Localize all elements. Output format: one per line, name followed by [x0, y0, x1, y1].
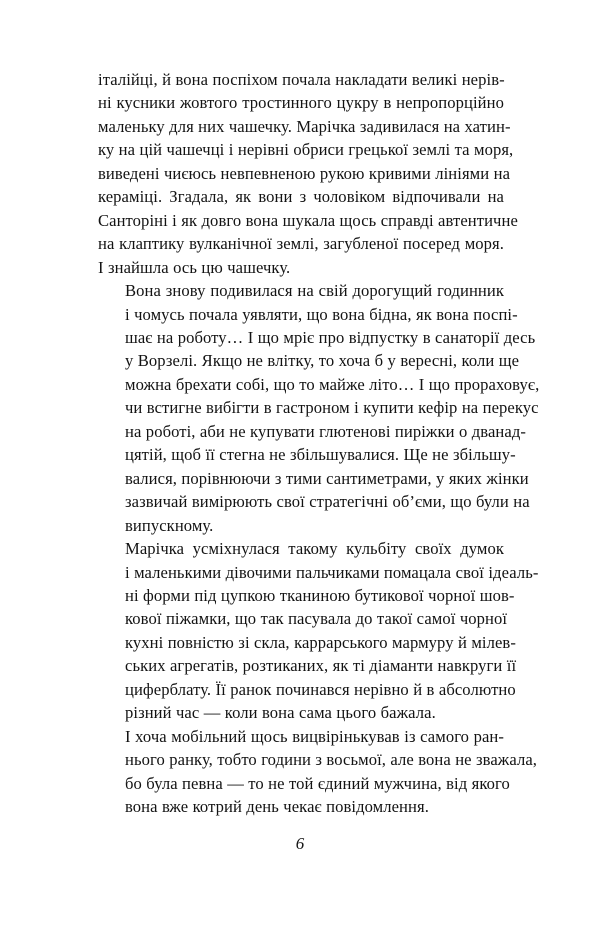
text-line: італійці, й вона поспіхом почала накладати великі нерів-	[98, 70, 505, 89]
text-line: І знайшла ось цю чашечку.	[98, 257, 291, 277]
page-number: 6	[295, 834, 305, 853]
text-line: ні форми під цупкою тканиною бутикової чорної шов-	[125, 585, 515, 605]
text-line: на клаптику вулканічної землі, загубленої посеред моря.	[98, 234, 504, 254]
text-line: І хоча мобільний щось вицвірінькував із самого ран-	[125, 726, 504, 746]
text-line: валися, порівнюючи з тими сантиметрами, у яких жінки	[125, 468, 529, 488]
text-line: кової піжамки, що так пасувала до такої самої чорної	[125, 609, 508, 629]
text-line: Марічка усміхнулася такому кульбіту своїх думок	[125, 539, 504, 559]
text-line: маленьку для них чашечку. Марічка задивилася на хатин-	[98, 116, 511, 136]
text-line: Вона знову подивилася на свій дорогущий годинник	[125, 281, 504, 301]
text-line: і чомусь почала уявляти, що вона бідна, як вона поспі-	[125, 304, 518, 324]
text-line: у Ворзелі. Якщо не влітку, то хоча б у вересні, коли ще	[125, 351, 520, 371]
text-line: бо була певна — то не той єдиний мужчина, від якого	[125, 773, 510, 793]
paragraph-1	[98, 68, 518, 279]
text-line: Санторіні і як довго вона шукала щось справді автентичне	[98, 210, 518, 230]
text-line: кухні повністю зі скла, каррарського мармуру й мілев-	[125, 632, 516, 652]
paragraph-2	[98, 279, 540, 537]
text-line: нього ранку, тобто години з восьмої, але вона не зважала,	[125, 750, 537, 770]
text-line: ні кусники жовтого тростинного цукру в непропорційно	[98, 93, 504, 113]
text-line: виведені чиєюсь невпевненою рукою кривими лініями на	[98, 163, 511, 183]
text-line: кераміці. Згадала, як вони з чоловіком відпочивали на	[98, 187, 504, 207]
text-line: чи встигне вибігти в гастроном і купити кефір на перекус	[125, 398, 539, 418]
text-line: випускному.	[125, 515, 214, 535]
text-line: ських агрегатів, розтиканих, як ті діаманти навкруги її	[125, 656, 517, 676]
text-line: вона вже котрий день чекає повідомлення.	[125, 797, 429, 817]
page-text-block	[98, 68, 540, 819]
text-line: шає на роботу… І що мріє про відпустку в санаторії десь	[125, 327, 536, 347]
text-line: циферблату. Її ранок починався нерівно й в абсолютно	[125, 679, 516, 699]
text-line: зазвичай вимірюють свої стратегічні об’єми, що були на	[125, 492, 530, 512]
text-line: і маленькими дівочими пальчиками помацала свої ідеаль-	[125, 562, 539, 582]
text-line: можна брехати собі, що то майже літо… І що прораховує,	[125, 374, 540, 394]
text-line: цятій, щоб її стегна не збільшувалися. Ще не збільшу-	[125, 445, 516, 465]
text-line: на роботі, аби не купувати глютенові пиріжки о дванад-	[125, 421, 526, 441]
text-line: ку на цій чашечці і нерівні обриси грецької землі та моря,	[98, 140, 514, 160]
paragraph-4	[98, 725, 537, 819]
paragraph-3	[98, 537, 539, 725]
text-line: різний час — коли вона сама цього бажала.	[125, 703, 436, 723]
